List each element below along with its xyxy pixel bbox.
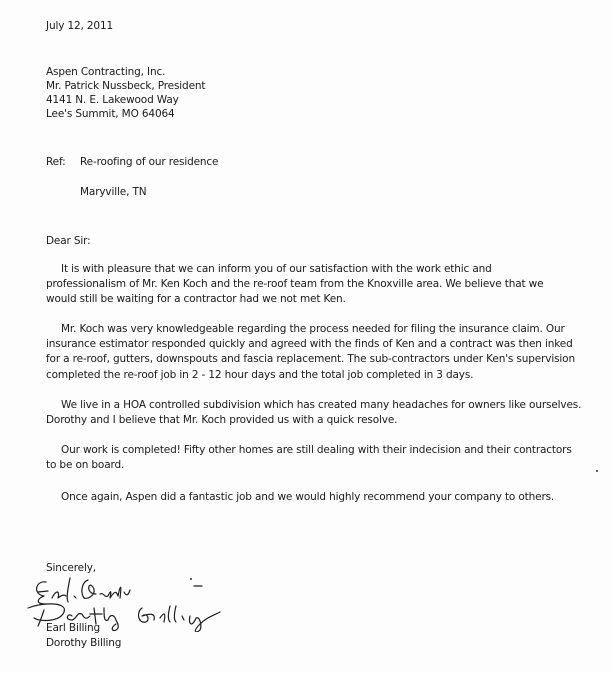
paragraph-line: We live in a HOA controlled subdivision which has created many headaches for owners like ourselves. — [61, 399, 582, 411]
paragraph-line: Our work is completed! Fifty other homes are still dealing with their indecision and their contractors — [61, 444, 572, 456]
scan-speck — [596, 470, 598, 472]
recipient-street: 4141 N. E. Lakewood Way — [46, 94, 179, 106]
letter-date: July 12, 2011 — [46, 20, 114, 32]
paragraph-line: completed the re-roof job in 2 - 12 hour days and the total job completed in 3 days. — [46, 368, 474, 381]
recipient-city: Lee's Summit, MO 64064 — [46, 108, 175, 120]
paragraph-line: Once again, Aspen did a fantastic job and we would highly recommend your company to others. — [61, 491, 555, 503]
scan-speck — [190, 578, 192, 580]
signatory-earl: Earl Billing — [46, 622, 101, 634]
paragraph-line: It is with pleasure that we can inform you of our satisfaction with the work ethic and — [61, 263, 492, 275]
paragraph-line: Dorothy and I believe that Mr. Koch provided us with a quick resolve. — [46, 414, 398, 427]
recipient-person: Mr. Patrick Nussbeck, President — [46, 80, 206, 92]
recipient-company: Aspen Contracting, Inc. — [46, 66, 166, 78]
paragraph-2 — [46, 322, 575, 383]
paragraph-line: Mr. Koch was very knowledgeable regarding the process needed for filing the insurance claim. Our — [61, 323, 565, 335]
closing: Sincerely, — [46, 562, 96, 574]
paragraph-line: would still be waiting for a contractor had we not met Ken. — [46, 293, 346, 306]
salutation: Dear Sir: — [46, 235, 91, 247]
paragraph-4 — [46, 443, 572, 473]
paragraph-line: to be on board. — [46, 459, 125, 472]
paragraph-line: for a re-roof, gutters, downspouts and fascia replacement. The sub-contractors under Ken's supervision — [46, 353, 575, 366]
ref-label: Ref: — [46, 156, 66, 168]
paragraph-5 — [46, 490, 554, 505]
signatory-dorothy: Dorothy Billing — [46, 637, 122, 649]
paragraph-1 — [46, 262, 543, 308]
ref-subject: Re-roofing of our residence — [80, 156, 219, 168]
paragraph-3 — [46, 398, 581, 428]
paragraph-line: insurance estimator responded quickly and agreed with the finds of Ken and a contract was then inked — [46, 338, 573, 351]
ref-location: Maryville, TN — [80, 186, 147, 198]
paragraph-line: professionalism of Mr. Ken Koch and the re-roof team from the Knoxville area. We believe that we — [46, 278, 544, 291]
